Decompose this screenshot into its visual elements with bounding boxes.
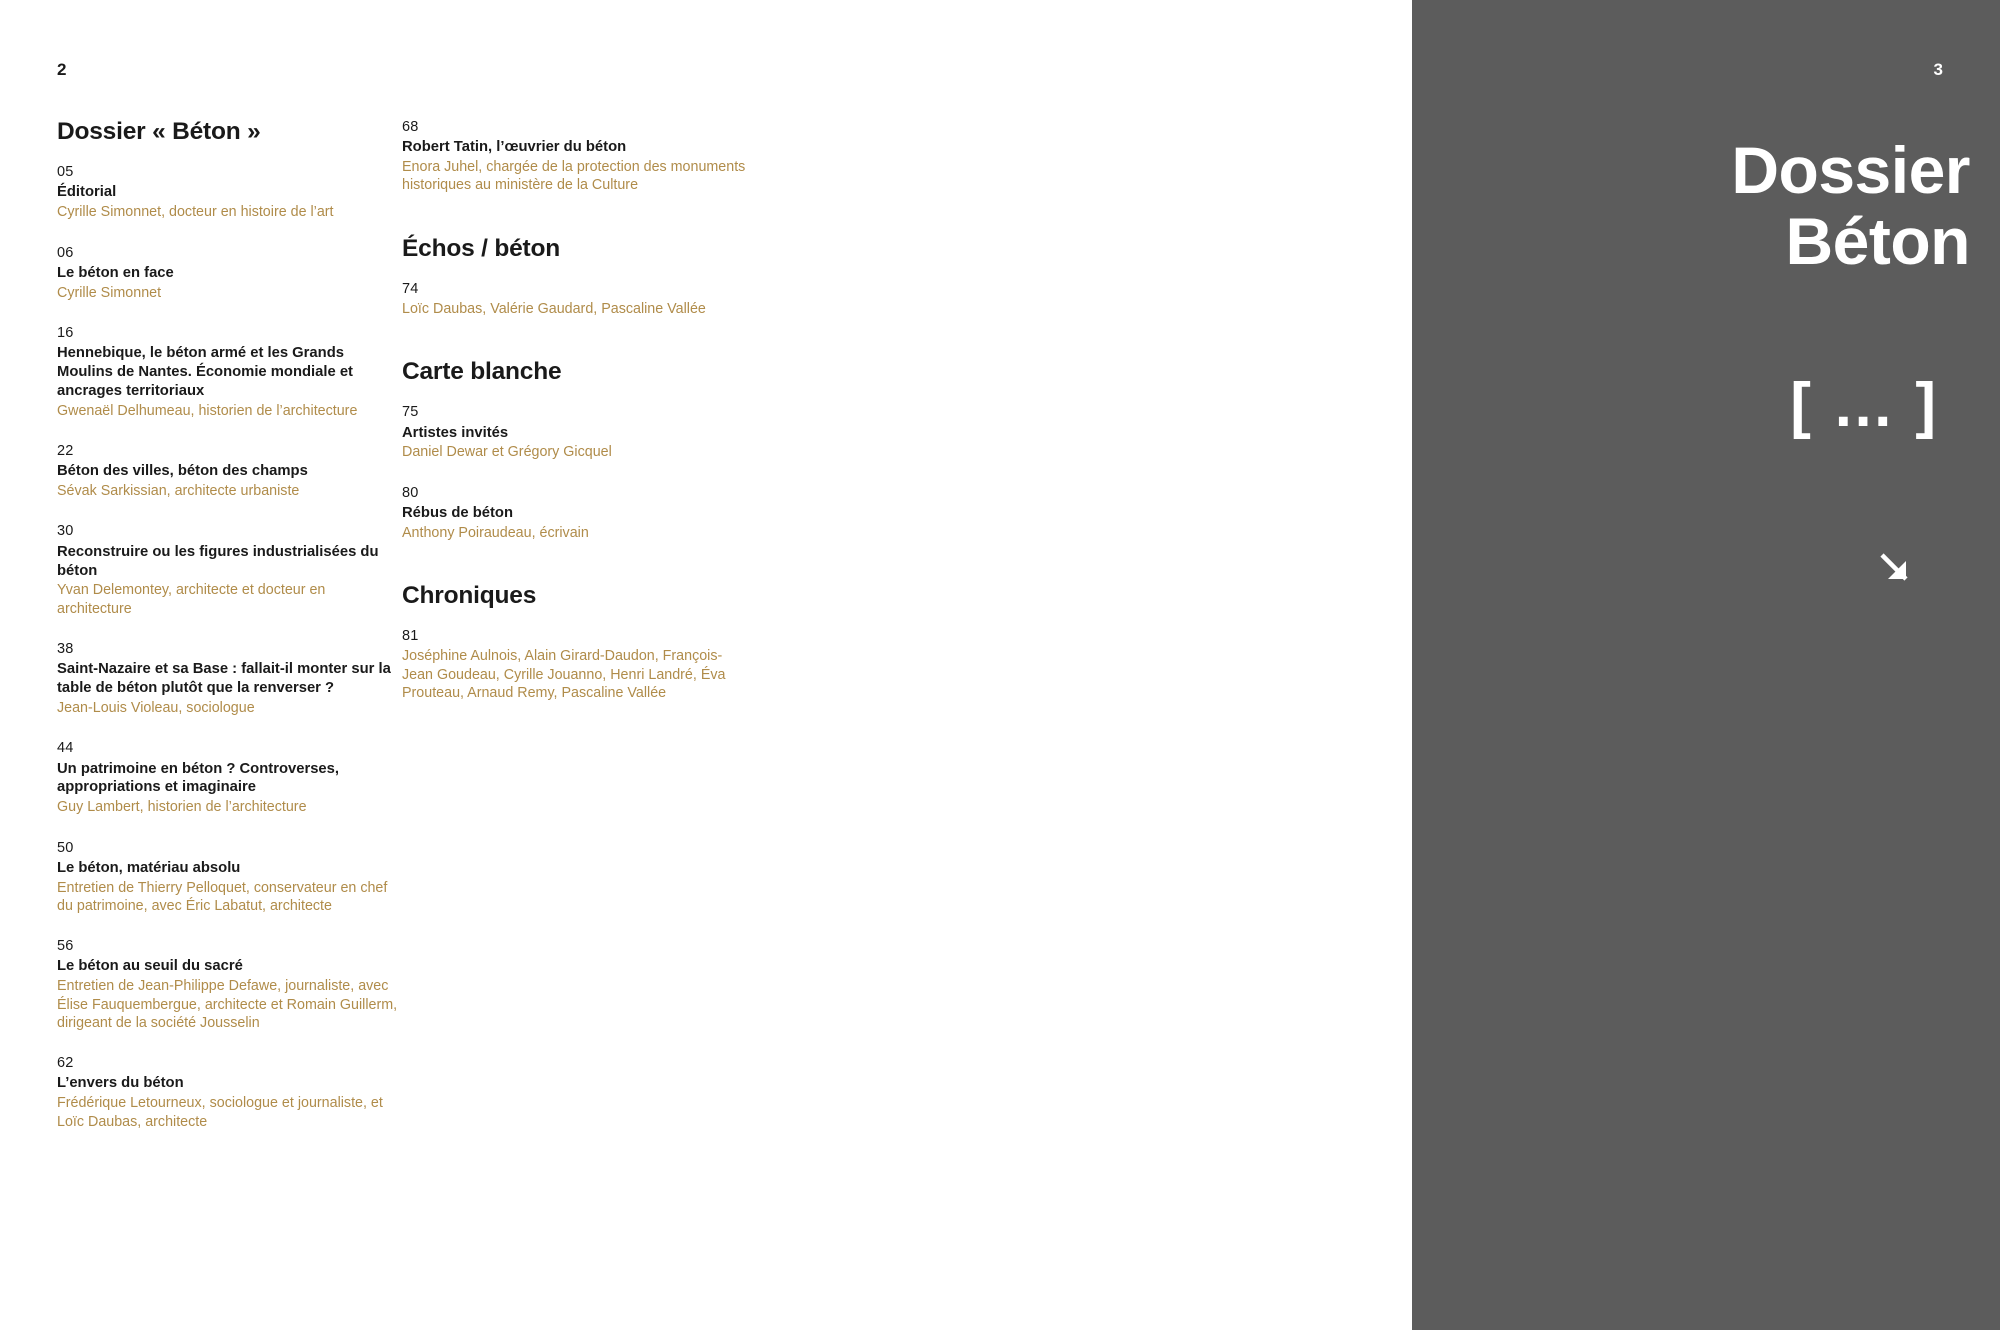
toc-columns [57,118,1347,1153]
entry-page-number: 56 [57,938,74,955]
entry-page-number: 38 [57,641,74,658]
entry-title: Robert Tatin, l’œuvrier du béton [402,139,627,156]
section-heading-carte-blanche: Carte blanche [402,358,562,386]
toc-entry[interactable] [57,244,402,302]
entry-author: Yvan Delemontey, architecte et docteur en architecture [57,582,326,617]
entry-page-number: 06 [57,244,74,261]
entry-page-number: 68 [402,119,419,135]
toc-entry[interactable] [57,839,402,916]
entry-page-number: 80 [402,484,419,501]
entry-author: Daniel Dewar et Grégory Gicquel [402,444,612,461]
toc-entry[interactable] [57,739,402,816]
entry-author: Entretien de Thierry Pelloquet, conservateur en chef du patrimoine, avec Éric Labatut, architecte [57,879,388,915]
entry-author: Sévak Sarkissian, architecte urbaniste [57,483,300,500]
toc-column-2 [402,118,747,1153]
entry-title: Hennebique, le béton armé et les Grands Moulins de Nantes. Économie mondiale et ancrages territoriaux [57,345,353,399]
page-number-right: 3 [1933,60,1943,79]
entry-author: Jean-Louis Violeau, sociologue [57,700,255,717]
entry-page-number: 75 [402,404,419,421]
toc-entry[interactable] [57,324,402,420]
entry-page-number: 22 [57,443,74,460]
entry-title: Rébus de béton [402,504,513,521]
toc-entry[interactable] [402,280,747,318]
entry-author: Guy Lambert, historien de l’architecture [57,799,307,816]
entry-author: Gwenaël Delhumeau, historien de l’architecture [57,402,358,419]
entry-author: Anthony Poiraudeau, écrivain [402,524,589,541]
entry-author: Cyrille Simonnet, docteur en histoire de l’art [57,204,334,221]
entry-title: Béton des villes, béton des champs [57,463,308,480]
toc-entry[interactable] [402,403,747,461]
entry-page-number: 16 [57,324,74,341]
page-right-dossier-cover [1412,0,2000,1330]
entry-title: Le béton au seuil du sacré [57,958,243,975]
entry-author: Joséphine Aulnois, Alain Girard-Daudon, François-Jean Goudeau, Cyrille Jouanno, Henri Landré, Éva Prouteau, Arnaud Remy, Pascaline Vallée [402,648,726,702]
toc-entry[interactable] [57,640,402,717]
entry-author: Entretien de Jean-Philippe Defawe, journaliste, avec Élise Fauquembergue, architecte et Romain Guillerm, dirigeant de la société Jousselin [57,978,398,1031]
cover-title-line-2: Béton [1785,204,1970,279]
section-heading-dossier: Dossier « Béton » [57,118,261,145]
entry-title: Le béton, matériau absolu [57,859,241,876]
entry-title: Éditorial [57,184,117,201]
entry-title: Reconstruire ou les figures industrialisées du béton [57,543,379,579]
entry-title: Saint-Nazaire et sa Base : fallait-il monter sur la table de béton plutôt que la renverser ? [57,661,391,697]
toc-entry[interactable] [57,1054,402,1131]
entry-page-number: 50 [57,839,74,856]
entry-title: L’envers du béton [57,1075,184,1092]
toc-entry[interactable] [57,937,402,1032]
entry-title: Artistes invités [402,424,509,441]
section-heading-echos: Échos / béton [402,234,561,262]
toc-entry[interactable] [402,627,747,702]
cover-title-line-1: Dossier [1731,133,1970,207]
page-number-left: 2 [57,60,67,79]
entry-author: Cyrille Simonnet [57,284,162,301]
entry-author: Loïc Daubas, Valérie Gaudard, Pascaline Vallée [402,300,706,317]
toc-entry[interactable] [57,522,402,618]
entry-page-number: 44 [57,740,74,757]
toc-entry[interactable] [402,484,747,542]
toc-entry[interactable] [57,442,402,500]
entry-author: Enora Juhel, chargée de la protection des monuments historiques au ministère de la Culture [402,159,746,194]
entry-author: Frédérique Letourneux, sociologue et journaliste, et Loïc Daubas, architecte [57,1095,383,1130]
toc-entry[interactable] [402,118,747,195]
cover-ellipsis: [ … ] [1790,371,1938,440]
entry-title: Le béton en face [57,264,174,281]
toc-entry[interactable] [57,163,402,221]
entry-page-number: 74 [402,280,419,297]
arrow-down-right-icon [1872,545,1918,598]
entry-title: Un patrimoine en béton ? Controverses, appropriations et imaginaire [57,760,340,796]
cover-title [1412,135,1970,278]
entry-page-number: 30 [57,523,74,540]
section-heading-chroniques: Chroniques [402,582,537,610]
entry-page-number: 81 [402,628,419,645]
entry-page-number: 05 [57,164,74,181]
toc-column-1 [57,118,402,1153]
entry-page-number: 62 [57,1055,74,1072]
